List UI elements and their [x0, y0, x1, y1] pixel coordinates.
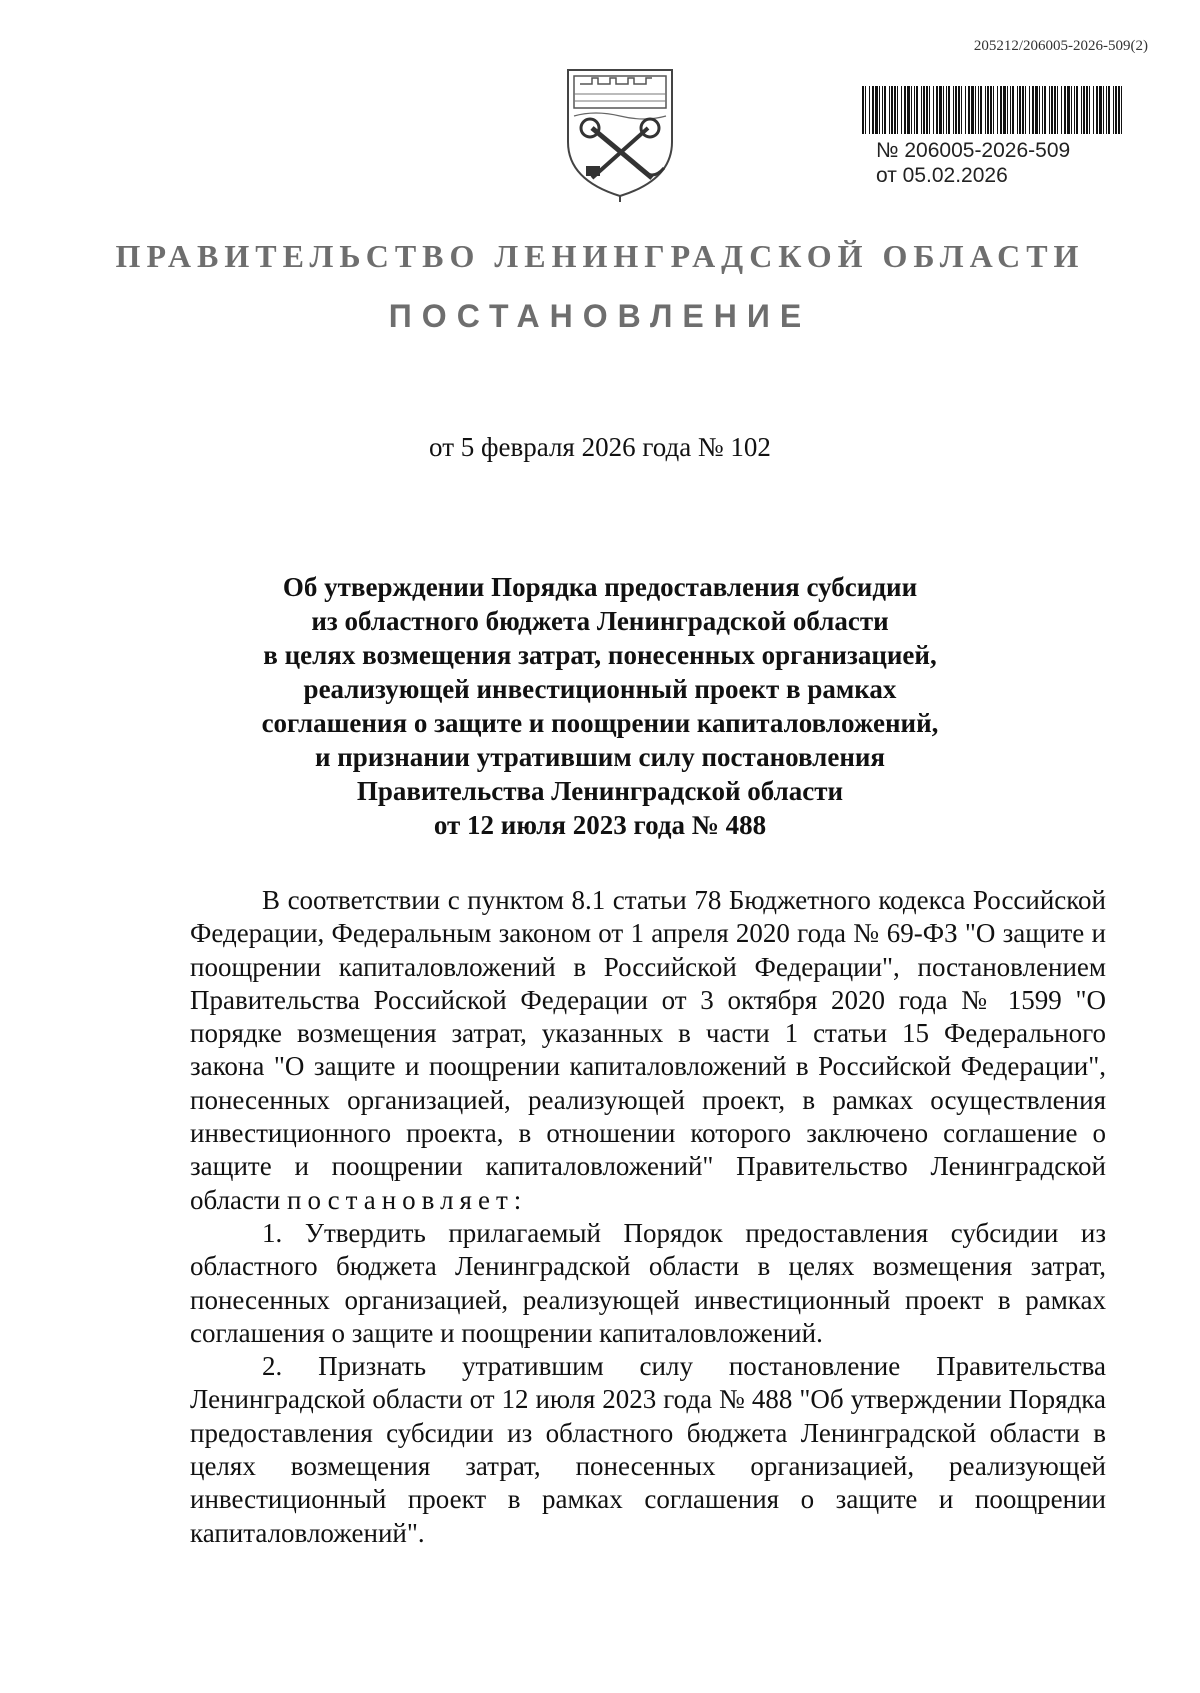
- reference-code: 205212/206005-2026-509(2): [973, 38, 1148, 54]
- title-line: и признании утратившим силу постановления: [314, 742, 886, 772]
- leningrad-oblast-coat-of-arms-icon: [560, 62, 680, 202]
- registration-number: № 206005-2026-509: [876, 139, 1071, 162]
- preamble-text: В соответствии с пунктом 8.1 статьи 78 Бюджетного кодекса Российской Федерации, Федеральным законом от 1 апреля 2020 года № 69-ФЗ "О защите и поощрении капиталовложений в Российской Федерации", постановлением Правительства Российской Федерации от 3 октября 2020 года № 1599 "О порядке возмещения затрат, указанных в части 1 статьи 15 Федерального закона "О защите и поощрении капиталовложений в Российской Федерации", понесенных организацией, реализующей проект, в рамках осуществления инвестиционного проекта, в отношении которого заключено соглашение о защите и поощрении капиталовложений" Правительство Ленинградской области: [190, 885, 1106, 1215]
- document-type: ПОСТАНОВЛЕНИЕ: [388, 298, 812, 334]
- document-title: [150, 570, 1050, 842]
- title-line: Правительства Ленинградской области: [356, 776, 844, 806]
- document-body: [190, 884, 1106, 1550]
- document-date-number: от 5 февраля 2026 года № 102: [429, 432, 771, 462]
- title-line: от 12 июля 2023 года № 488: [433, 810, 767, 840]
- title-line: в целях возмещения затрат, понесенных организацией,: [263, 640, 937, 670]
- title-line: соглашения о защите и поощрении капиталовложений,: [261, 708, 939, 738]
- government-name: ПРАВИТЕЛЬСТВО ЛЕНИНГРАДСКОЙ ОБЛАСТИ: [115, 238, 1085, 274]
- title-line: Об утверждении Порядка предоставления субсидии: [282, 572, 918, 602]
- preamble-paragraph: [190, 884, 1106, 1217]
- registration-date: от 05.02.2026: [876, 164, 1008, 187]
- title-line: реализующей инвестиционный проект в рамках: [303, 674, 897, 704]
- decree-word: постановляет:: [287, 1184, 528, 1215]
- barcode-icon: [862, 86, 1124, 134]
- title-line: из областного бюджета Ленинградской области: [311, 606, 889, 636]
- item-2: 2. Признать утратившим силу постановление Правительства Ленинградской области от 12 июля 2023 года № 488 "Об утверждении Порядка предоставления субсидии из областного бюджета Ленинградской области в целях возмещения затрат, понесенных организацией, реализующей инвестиционный проект в рамках соглашения о защите и поощрении капиталовложений".: [190, 1351, 1106, 1548]
- item-1: 1. Утвердить прилагаемый Порядок предоставления субсидии из областного бюджета Ленинградской области в целях возмещения затрат, понесенных организацией, реализующей инвестиционный проект в рамках соглашения о защите и поощрении капиталовложений.: [190, 1217, 1106, 1348]
